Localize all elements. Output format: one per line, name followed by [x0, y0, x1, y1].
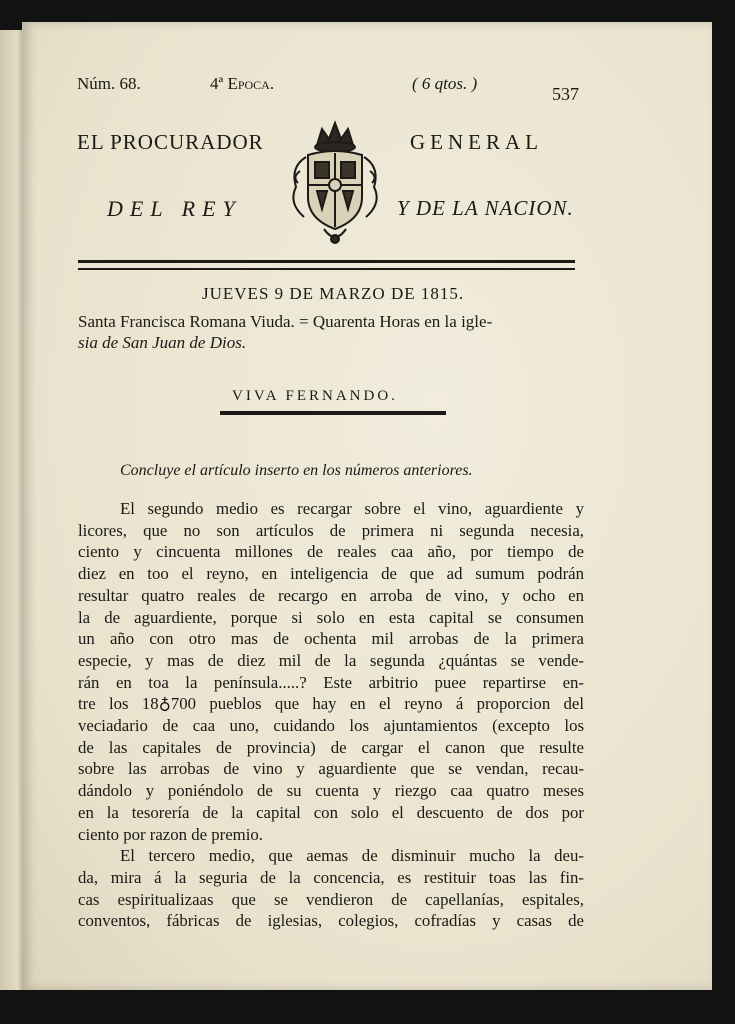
newspaper-page	[22, 22, 712, 990]
article-line: licores, que no son artículos de primera ni segunda necesia,	[78, 520, 584, 540]
motto: VIVA FERNANDO.	[232, 388, 398, 404]
article-line: conventos, fábricas de iglesias, colegios, cofradías y casas de	[78, 911, 584, 931]
article-line: resultar quatro reales de recargo en arroba de vino, y ocho en	[78, 585, 584, 605]
masthead-title-left: EL PROCURADOR	[77, 130, 264, 154]
price-label: ( 6 qtos. )	[412, 74, 478, 93]
article-line: cas espiritualizaas que se vendieron de capellanías, espitales,	[78, 889, 584, 909]
royal-coat-of-arms-icon	[284, 117, 386, 247]
article-line: en la tesorería de la capital con solo el descuento de dos por	[78, 802, 584, 822]
article-line: rán en toa la península.....? Este arbitrio puee repartirse en-	[78, 672, 584, 692]
masthead-rule-bottom	[78, 268, 575, 270]
article-line: tre los 18♁700 pueblos que hay en el reyno á proporcion del	[78, 694, 584, 714]
issue-number: Núm. 68.	[77, 74, 141, 93]
article-body	[78, 498, 584, 932]
masthead-subtitle-left: DEL REY	[107, 196, 242, 221]
article-line: veciadario de caa uno, cuidando los ajuntamientos (excepto los	[78, 716, 584, 736]
article-line: diez en too el reyno, en inteligencia de que ad sumum podrán	[78, 564, 584, 584]
masthead-title-right: GENERAL	[410, 130, 543, 154]
issue-date: JUEVES 9 DE MARZO DE 1815.	[202, 284, 465, 303]
adjacent-page-edge	[0, 30, 24, 990]
article-line: El segundo medio es recargar sobre el vino, aguardiente y	[120, 499, 584, 518]
page-number: 537	[552, 84, 579, 104]
masthead-subtitle-right: Y DE LA NACION.	[397, 196, 574, 220]
article-line: sobre las arrobas de vino y aguardiente que se vendan, recau-	[78, 759, 584, 779]
article-line: El tercero medio, que aemas de disminuir mucho la deu-	[120, 846, 584, 866]
article-intro: Concluye el artículo inserto en los números anteriores.	[120, 462, 473, 479]
article-line: da, mira á la seguria de la concencia, es restituir toas las fin-	[78, 867, 584, 887]
masthead-rule-top	[78, 260, 575, 263]
article-line: ciento por razon de premio.	[78, 824, 263, 844]
article-line: especie, y mas de diez mil de la segunda ¿quántas se vende-	[78, 650, 584, 670]
article-line: un año con otro mas de ochenta mil arrobas de la primera	[78, 629, 584, 649]
article-line: la de aguardiente, porque si solo en esta capital se consumen	[78, 607, 584, 627]
saint-of-day	[78, 311, 598, 353]
article-line: dándolo y poniéndolo de su cuenta y riezgo caa quatro meses	[78, 781, 584, 801]
article-line: ciento y cincuenta millones de reales caa año, por tiempo de	[78, 542, 584, 562]
epoch-label: 4ª Epoca.	[210, 74, 275, 93]
saint-line-1: Santa Francisca Romana Viuda. = Quarenta Horas en la igle-	[78, 312, 493, 331]
saint-line-2: sia de San Juan de Dios.	[78, 333, 247, 352]
section-rule	[220, 411, 446, 415]
article-line: de las capitales de provincia) de cargar el canon que resulte	[78, 737, 584, 757]
